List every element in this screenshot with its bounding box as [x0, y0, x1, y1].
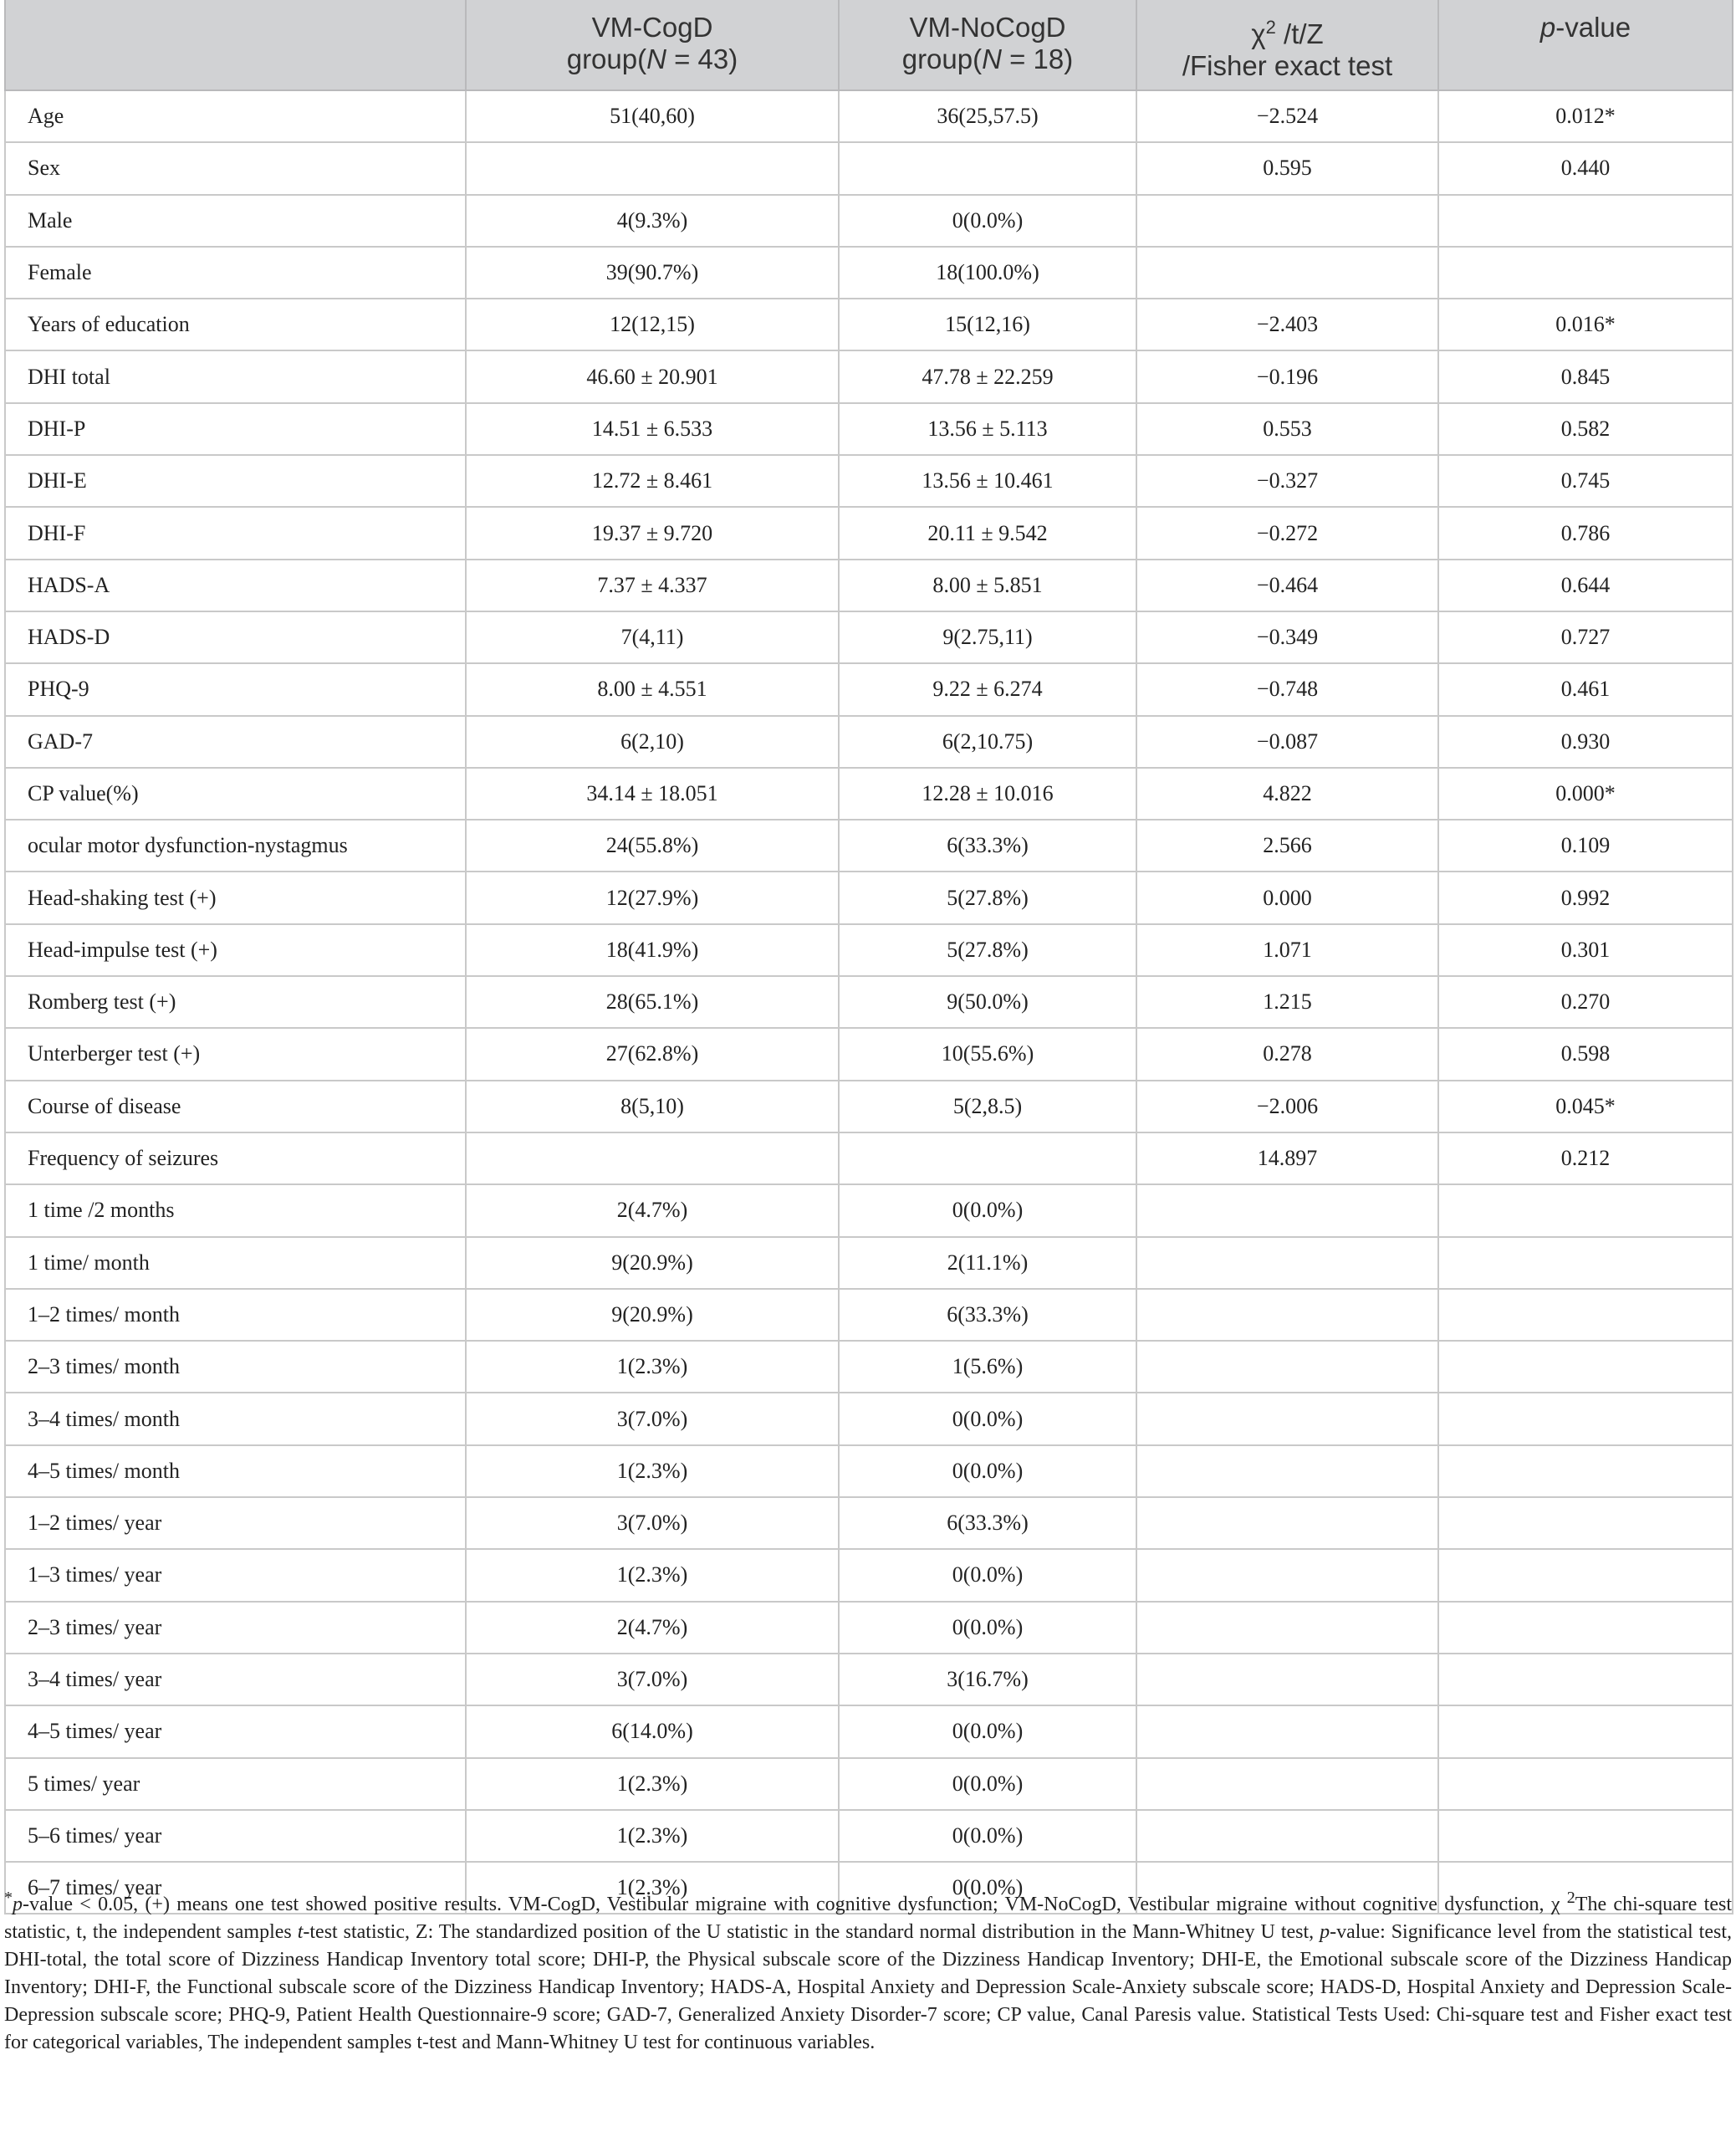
cell-statistic [1136, 1393, 1438, 1444]
cell-p-value [1438, 1549, 1733, 1601]
cell-vm-nocogd: 6(33.3%) [839, 820, 1136, 872]
cell-variable: Course of disease [5, 1081, 466, 1132]
cell-statistic [1136, 1654, 1438, 1705]
table-row [5, 1081, 1733, 1132]
cell-p-value: 0.012* [1438, 90, 1733, 142]
header-vm-cogd-line1: VM-CogD [591, 12, 713, 43]
table-row [5, 768, 1733, 820]
cell-statistic [1136, 1184, 1438, 1236]
cell-vm-nocogd: 9(50.0%) [839, 976, 1136, 1028]
cell-statistic: 1.215 [1136, 976, 1438, 1028]
table-row [5, 1289, 1733, 1341]
cell-p-value: 0.845 [1438, 350, 1733, 402]
cell-statistic [1136, 195, 1438, 247]
cell-p-value: 0.270 [1438, 976, 1733, 1028]
table-row [5, 350, 1733, 402]
table-row [5, 507, 1733, 559]
cell-variable: Frequency of seizures [5, 1132, 466, 1184]
cell-vm-nocogd [839, 1132, 1136, 1184]
cell-vm-nocogd: 0(0.0%) [839, 1862, 1136, 1914]
cell-statistic: −0.327 [1136, 455, 1438, 507]
cell-vm-cogd: 1(2.3%) [466, 1445, 839, 1497]
cell-vm-cogd: 39(90.7%) [466, 247, 839, 299]
cell-p-value: 0.045* [1438, 1081, 1733, 1132]
cell-statistic [1136, 1445, 1438, 1497]
table-row [5, 1549, 1733, 1601]
table-row [5, 247, 1733, 299]
cell-variable: GAD-7 [5, 716, 466, 768]
cell-p-value: 0.644 [1438, 560, 1733, 611]
cell-p-value: 0.745 [1438, 455, 1733, 507]
cell-vm-nocogd: 0(0.0%) [839, 1758, 1136, 1810]
cell-vm-nocogd: 0(0.0%) [839, 1549, 1136, 1601]
cell-vm-nocogd: 13.56 ± 10.461 [839, 455, 1136, 507]
cell-vm-nocogd: 6(33.3%) [839, 1289, 1136, 1341]
cell-variable: HADS-D [5, 611, 466, 663]
cell-p-value: 0.109 [1438, 820, 1733, 872]
cell-statistic [1136, 1758, 1438, 1810]
cell-variable: Romberg test (+) [5, 976, 466, 1028]
cell-vm-cogd: 3(7.0%) [466, 1393, 839, 1444]
cell-vm-cogd: 2(4.7%) [466, 1602, 839, 1654]
cell-p-value: 0.582 [1438, 403, 1733, 455]
table-row [5, 1654, 1733, 1705]
cell-statistic [1136, 1810, 1438, 1862]
cell-vm-cogd: 7(4,11) [466, 611, 839, 663]
cell-vm-cogd [466, 142, 839, 194]
cell-statistic: −0.748 [1136, 663, 1438, 715]
cell-p-value [1438, 1341, 1733, 1393]
cell-variable: 6–7 times/ year [5, 1862, 466, 1914]
cell-vm-cogd: 8(5,10) [466, 1081, 839, 1132]
cell-p-value: 0.301 [1438, 924, 1733, 976]
cell-vm-cogd: 19.37 ± 9.720 [466, 507, 839, 559]
cell-p-value: 0.727 [1438, 611, 1733, 663]
cell-vm-nocogd: 3(16.7%) [839, 1654, 1136, 1705]
cell-variable: 2–3 times/ year [5, 1602, 466, 1654]
table-row [5, 976, 1733, 1028]
table-row [5, 1758, 1733, 1810]
cell-vm-cogd: 34.14 ± 18.051 [466, 768, 839, 820]
cell-p-value [1438, 1289, 1733, 1341]
cell-vm-nocogd: 12.28 ± 10.016 [839, 768, 1136, 820]
cell-statistic: −0.087 [1136, 716, 1438, 768]
cell-p-value [1438, 1497, 1733, 1549]
cell-vm-nocogd: 20.11 ± 9.542 [839, 507, 1136, 559]
table-row [5, 1705, 1733, 1757]
table-row [5, 663, 1733, 715]
cell-statistic: 0.278 [1136, 1028, 1438, 1080]
cell-p-value: 0.930 [1438, 716, 1733, 768]
cell-statistic: 0.595 [1136, 142, 1438, 194]
cell-statistic: −0.349 [1136, 611, 1438, 663]
cell-variable: 4–5 times/ year [5, 1705, 466, 1757]
cell-vm-nocogd: 0(0.0%) [839, 1184, 1136, 1236]
cell-variable: ocular motor dysfunction-nystagmus [5, 820, 466, 872]
cell-variable: PHQ-9 [5, 663, 466, 715]
cell-p-value [1438, 1602, 1733, 1654]
cell-vm-cogd: 12(12,15) [466, 299, 839, 350]
table-row [5, 1445, 1733, 1497]
cell-variable: Male [5, 195, 466, 247]
table-row [5, 455, 1733, 507]
table-row [5, 560, 1733, 611]
header-p-value: p-value [1438, 0, 1733, 90]
cell-variable: 1–2 times/ year [5, 1497, 466, 1549]
cell-p-value: 0.212 [1438, 1132, 1733, 1184]
cell-vm-nocogd: 0(0.0%) [839, 1445, 1136, 1497]
cell-vm-nocogd: 10(55.6%) [839, 1028, 1136, 1080]
cell-p-value [1438, 1393, 1733, 1444]
table-row [5, 611, 1733, 663]
cell-p-value [1438, 1758, 1733, 1810]
cell-statistic: −2.006 [1136, 1081, 1438, 1132]
header-row [5, 0, 1733, 90]
header-test-statistic: $\chi^2$ /t/Z /Fisher exact test [1136, 0, 1438, 90]
cell-vm-cogd: 6(14.0%) [466, 1705, 839, 1757]
cell-vm-cogd: 27(62.8%) [466, 1028, 839, 1080]
table-row [5, 872, 1733, 923]
table-row [5, 1810, 1733, 1862]
cell-statistic [1136, 1497, 1438, 1549]
cell-vm-nocogd: 36(25,57.5) [839, 90, 1136, 142]
cell-vm-nocogd [839, 142, 1136, 194]
cell-statistic [1136, 247, 1438, 299]
cell-statistic [1136, 1549, 1438, 1601]
cell-vm-nocogd: 47.78 ± 22.259 [839, 350, 1136, 402]
table-row [5, 1497, 1733, 1549]
cell-vm-nocogd: 9(2.75,11) [839, 611, 1136, 663]
header-vm-nocogd: VM-NoCogD group(N = 18) [839, 0, 1136, 90]
cell-statistic [1136, 1289, 1438, 1341]
cell-variable: Sex [5, 142, 466, 194]
cell-vm-cogd: 51(40,60) [466, 90, 839, 142]
table-footnote: *p-value < 0.05, (+) means one test showed positive results. VM-CogD, Vestibular migraine with cognitive dysfunction; VM-NoCogD, Vestibular migraine without cognitive dysfunction, χ $^2$The chi-square test statistic, t, the independent samples t-test statistic, Z: The standardized position of the U statistic in the standard normal distribution in the Mann-Whitney U test, p-value: Significance level from the statistical test, DHI-total, the total score of Dizziness Handicap Inventory total score; DHI-P, the Physical subscale score of the Dizziness Handicap Inventory; DHI-E, the Emotional subscale score of the Dizziness Handicap Inventory; DHI-F, the Functional subscale score of the Dizziness Handicap Inventory; HADS-A, Hospital Anxiety and Depression Scale-Anxiety subscale score; HADS-D, Hospital Anxiety and Depression Scale-Depression subscale score; PHQ-9, Patient Health Questionnaire-9 score; GAD-7, Generalized Anxiety Disorder-7 score; CP value, Canal Paresis value. Statistical Tests Used: Chi-square test and Fisher exact test for categorical variables, The independent samples t-test and Mann-Whitney U test for continuous variables. [4, 1889, 1733, 2053]
cell-vm-cogd: 2(4.7%) [466, 1184, 839, 1236]
cell-p-value [1438, 195, 1733, 247]
cell-statistic: −0.196 [1136, 350, 1438, 402]
table-row [5, 142, 1733, 194]
cell-vm-nocogd: 6(2,10.75) [839, 716, 1136, 768]
cell-p-value [1438, 247, 1733, 299]
cell-vm-nocogd: 1(5.6%) [839, 1341, 1136, 1393]
cell-variable: DHI-E [5, 455, 466, 507]
table-row [5, 90, 1733, 142]
cell-vm-nocogd: 5(2,8.5) [839, 1081, 1136, 1132]
cell-statistic: 1.071 [1136, 924, 1438, 976]
cell-p-value: 0.461 [1438, 663, 1733, 715]
cell-vm-cogd: 24(55.8%) [466, 820, 839, 872]
cell-variable: HADS-A [5, 560, 466, 611]
table-row [5, 1028, 1733, 1080]
cell-p-value [1438, 1445, 1733, 1497]
table-body [5, 90, 1733, 1914]
cell-vm-cogd: 6(2,10) [466, 716, 839, 768]
cell-variable: 1–2 times/ month [5, 1289, 466, 1341]
cell-vm-nocogd: 18(100.0%) [839, 247, 1136, 299]
cell-statistic: −0.464 [1136, 560, 1438, 611]
cell-p-value: 0.440 [1438, 142, 1733, 194]
cell-vm-cogd: 12(27.9%) [466, 872, 839, 923]
cell-p-value: 0.016* [1438, 299, 1733, 350]
cell-statistic: 0.000 [1136, 872, 1438, 923]
cell-statistic [1136, 1602, 1438, 1654]
cell-vm-cogd: 1(2.3%) [466, 1810, 839, 1862]
cell-vm-nocogd: 0(0.0%) [839, 1705, 1136, 1757]
cell-vm-nocogd: 0(0.0%) [839, 1602, 1136, 1654]
cell-vm-nocogd: 13.56 ± 5.113 [839, 403, 1136, 455]
cell-vm-cogd: 12.72 ± 8.461 [466, 455, 839, 507]
cell-vm-cogd [466, 1132, 839, 1184]
cell-variable: 5 times/ year [5, 1758, 466, 1810]
cell-variable: Female [5, 247, 466, 299]
cell-statistic: −2.403 [1136, 299, 1438, 350]
cell-p-value [1438, 1810, 1733, 1862]
cell-statistic [1136, 1237, 1438, 1289]
cell-vm-cogd: 7.37 ± 4.337 [466, 560, 839, 611]
cell-statistic [1136, 1705, 1438, 1757]
table-row [5, 820, 1733, 872]
cell-vm-nocogd: 5(27.8%) [839, 872, 1136, 923]
cell-vm-cogd: 14.51 ± 6.533 [466, 403, 839, 455]
cell-p-value [1438, 1184, 1733, 1236]
cell-vm-cogd: 9(20.9%) [466, 1237, 839, 1289]
cell-p-value: 0.000* [1438, 768, 1733, 820]
cell-variable: 1 time/ month [5, 1237, 466, 1289]
cell-vm-cogd: 3(7.0%) [466, 1654, 839, 1705]
header-vm-cogd: VM-CogD group(N = 43) [466, 0, 839, 90]
cell-vm-nocogd: 2(11.1%) [839, 1237, 1136, 1289]
cell-p-value [1438, 1237, 1733, 1289]
cell-vm-nocogd: 0(0.0%) [839, 1810, 1136, 1862]
cell-vm-nocogd: 8.00 ± 5.851 [839, 560, 1136, 611]
cell-variable: 1 time /2 months [5, 1184, 466, 1236]
cell-vm-nocogd: 5(27.8%) [839, 924, 1136, 976]
cell-vm-cogd: 1(2.3%) [466, 1758, 839, 1810]
cell-vm-cogd: 8.00 ± 4.551 [466, 663, 839, 715]
cell-statistic: 4.822 [1136, 768, 1438, 820]
cell-variable: DHI-F [5, 507, 466, 559]
table-row [5, 716, 1733, 768]
cell-statistic: −2.524 [1136, 90, 1438, 142]
cell-statistic [1136, 1341, 1438, 1393]
table-row [5, 1602, 1733, 1654]
cell-vm-cogd: 4(9.3%) [466, 195, 839, 247]
cell-variable: Age [5, 90, 466, 142]
cell-variable: 5–6 times/ year [5, 1810, 466, 1862]
cell-vm-cogd: 28(65.1%) [466, 976, 839, 1028]
header-vm-nocogd-line1: VM-NoCogD [909, 12, 1066, 43]
cell-vm-nocogd: 9.22 ± 6.274 [839, 663, 1136, 715]
cell-vm-cogd: 46.60 ± 20.901 [466, 350, 839, 402]
cell-statistic: 2.566 [1136, 820, 1438, 872]
data-table [4, 0, 1733, 1915]
table-row [5, 1184, 1733, 1236]
cell-vm-nocogd: 0(0.0%) [839, 195, 1136, 247]
cell-variable: CP value(%) [5, 768, 466, 820]
cell-variable: 2–3 times/ month [5, 1341, 466, 1393]
table-row [5, 1341, 1733, 1393]
cell-vm-nocogd: 15(12,16) [839, 299, 1136, 350]
cell-p-value: 0.786 [1438, 507, 1733, 559]
cell-vm-cogd: 9(20.9%) [466, 1289, 839, 1341]
table-row [5, 1132, 1733, 1184]
cell-statistic: 0.553 [1136, 403, 1438, 455]
cell-statistic: −0.272 [1136, 507, 1438, 559]
cell-variable: 1–3 times/ year [5, 1549, 466, 1601]
header-variable [5, 0, 466, 90]
cell-p-value [1438, 1705, 1733, 1757]
cell-p-value: 0.598 [1438, 1028, 1733, 1080]
cell-variable: DHI total [5, 350, 466, 402]
cell-p-value: 0.992 [1438, 872, 1733, 923]
cell-variable: Head-impulse test (+) [5, 924, 466, 976]
cell-variable: Years of education [5, 299, 466, 350]
table-row [5, 299, 1733, 350]
table-row [5, 403, 1733, 455]
table-container [4, 0, 1732, 1915]
cell-variable: Unterberger test (+) [5, 1028, 466, 1080]
cell-vm-cogd: 1(2.3%) [466, 1549, 839, 1601]
cell-statistic: 14.897 [1136, 1132, 1438, 1184]
cell-variable: 4–5 times/ month [5, 1445, 466, 1497]
cell-vm-cogd: 1(2.3%) [466, 1862, 839, 1914]
cell-vm-cogd: 18(41.9%) [466, 924, 839, 976]
cell-variable: Head-shaking test (+) [5, 872, 466, 923]
cell-vm-cogd: 1(2.3%) [466, 1341, 839, 1393]
cell-vm-nocogd: 6(33.3%) [839, 1497, 1136, 1549]
cell-variable: 3–4 times/ year [5, 1654, 466, 1705]
cell-variable: DHI-P [5, 403, 466, 455]
cell-vm-nocogd: 0(0.0%) [839, 1393, 1136, 1444]
cell-variable: 3–4 times/ month [5, 1393, 466, 1444]
cell-p-value [1438, 1654, 1733, 1705]
table-row [5, 924, 1733, 976]
table-row [5, 195, 1733, 247]
table-row [5, 1237, 1733, 1289]
cell-vm-cogd: 3(7.0%) [466, 1497, 839, 1549]
table-row [5, 1393, 1733, 1444]
